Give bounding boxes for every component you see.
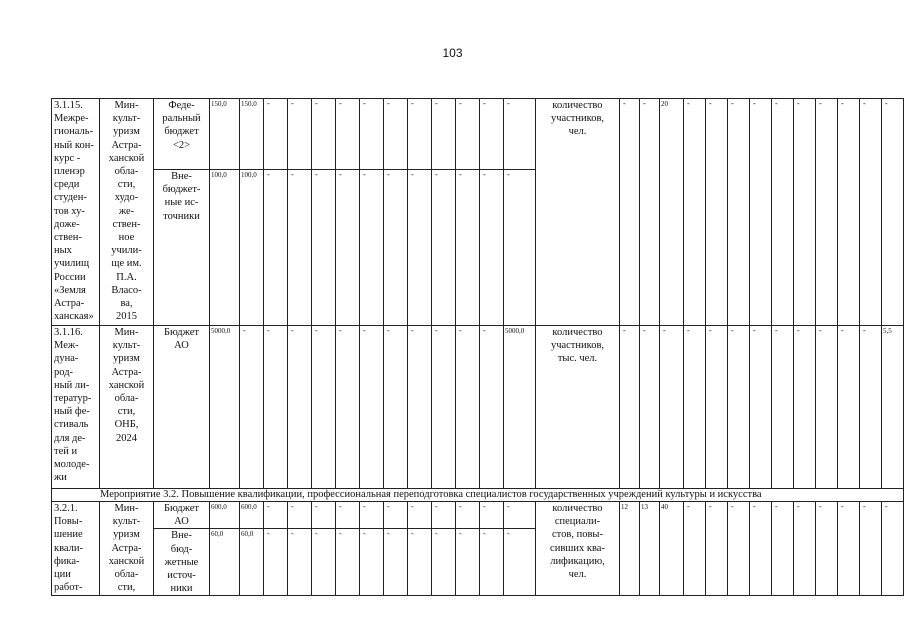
funding-value-cell: -	[264, 502, 288, 529]
funding-value-cell: 60,0	[210, 529, 240, 596]
indicator-value-cell: -	[706, 99, 728, 326]
activity-3-1-15-number-cell: 3.1.15. Межре- гиональ- ный кон- курс - пленэр среди студен- тов ху- доже- ствен- ных училищ России «Земля Астра- ханская»	[52, 99, 100, 326]
funding-value-cell: -	[360, 326, 384, 489]
funding-value-cell: -	[504, 99, 536, 170]
funding-value-cell: -	[504, 529, 536, 596]
funding-value-cell: -	[264, 170, 288, 326]
funding-value-cell: -	[408, 99, 432, 170]
indicator-value-cell: -	[728, 326, 750, 489]
activity-3-2-1-indicator-cell: количество специали- стов, повы- сивших ква- лификацию, чел.	[536, 502, 620, 596]
activity-3-1-15-indicator-cell: количество участников, чел.	[536, 99, 620, 326]
indicator-value-cell: -	[794, 99, 816, 326]
indicator-value-cell: -	[706, 502, 728, 596]
funding-value-cell: 5000,0	[504, 326, 536, 489]
funding-value-cell: -	[312, 502, 336, 529]
funding-value-cell: -	[408, 326, 432, 489]
funding-value-cell: 5000,0	[210, 326, 240, 489]
activity-3-1-16-number-cell: 3.1.16. Меж- дуна- род- ный ли- тератур- ный фе- стиваль для де- тей и молоде- жи	[52, 326, 100, 489]
indicator-value-cell: 5,5	[882, 326, 904, 489]
indicator-value-cell: -	[750, 326, 772, 489]
funding-value-cell: -	[408, 502, 432, 529]
indicator-value-cell: 40	[660, 502, 684, 596]
indicator-value-cell: -	[684, 99, 706, 326]
indicator-value-cell: -	[838, 502, 860, 596]
funding-value-cell: 600,0	[210, 502, 240, 529]
indicator-value-cell: -	[794, 326, 816, 489]
table-row	[52, 502, 904, 529]
funding-value-cell: -	[264, 529, 288, 596]
funding-value-cell: -	[456, 529, 480, 596]
indicator-value-cell: -	[838, 99, 860, 326]
funding-value-cell: -	[408, 170, 432, 326]
funding-value-cell: -	[384, 502, 408, 529]
funding-value-cell: -	[288, 99, 312, 170]
funding-value-cell: -	[360, 502, 384, 529]
table-row	[52, 99, 904, 170]
indicator-value-cell: -	[882, 502, 904, 596]
funding-source-cell: Бюджет АО	[154, 502, 210, 529]
funding-value-cell: -	[288, 529, 312, 596]
funding-value-cell: 600,0	[240, 502, 264, 529]
funding-source-cell: Вне- бюджет- ные ис- точники	[154, 170, 210, 326]
funding-value-cell: 150,0	[210, 99, 240, 170]
funding-value-cell: 60,0	[240, 529, 264, 596]
funding-value-cell: -	[432, 529, 456, 596]
indicator-value-cell: -	[816, 99, 838, 326]
funding-value-cell: -	[408, 529, 432, 596]
indicator-value-cell: -	[750, 99, 772, 326]
table-row	[52, 326, 904, 489]
funding-value-cell: 100,0	[240, 170, 264, 326]
indicator-value-cell: -	[620, 99, 640, 326]
indicator-value-cell: -	[640, 99, 660, 326]
funding-value-cell: 150,0	[240, 99, 264, 170]
funding-value-cell: 100,0	[210, 170, 240, 326]
funding-value-cell: -	[288, 326, 312, 489]
indicator-value-cell: -	[882, 99, 904, 326]
indicator-value-cell: -	[860, 502, 882, 596]
activity-3-1-16-executor-cell: Мин- культ- уризм Астра- ханской обла- сти, ОНБ, 2024	[100, 326, 154, 489]
funding-value-cell: -	[504, 170, 536, 326]
funding-value-cell: -	[312, 170, 336, 326]
activity-3-1-16-indicator-cell: количество участников, тыс. чел.	[536, 326, 620, 489]
indicator-value-cell: -	[816, 326, 838, 489]
funding-value-cell: -	[360, 170, 384, 326]
event-row	[52, 489, 904, 502]
indicator-value-cell: -	[794, 502, 816, 596]
funding-value-cell: -	[336, 170, 360, 326]
funding-value-cell: -	[432, 170, 456, 326]
event-3-2-cell: Мероприятие 3.2. Повышение квалификации, профессиональная переподготовка специалистов государственных учреждений культуры и искусства	[52, 489, 904, 502]
funding-value-cell: -	[312, 326, 336, 489]
funding-value-cell: -	[432, 502, 456, 529]
funding-value-cell: -	[360, 529, 384, 596]
funding-value-cell: -	[264, 99, 288, 170]
funding-value-cell: -	[240, 326, 264, 489]
program-table	[51, 98, 904, 596]
funding-value-cell: -	[264, 326, 288, 489]
indicator-value-cell: 20	[660, 99, 684, 326]
funding-value-cell: -	[384, 170, 408, 326]
indicator-value-cell: -	[772, 99, 794, 326]
funding-value-cell: -	[480, 529, 504, 596]
indicator-value-cell: -	[860, 326, 882, 489]
indicator-value-cell: -	[750, 502, 772, 596]
funding-source-cell: Бюджет АО	[154, 326, 210, 489]
page-number: 103	[442, 46, 463, 60]
funding-value-cell: -	[288, 502, 312, 529]
funding-source-cell: Вне- бюд- жетные источ- ники	[154, 529, 210, 596]
indicator-value-cell: 13	[640, 502, 660, 596]
funding-value-cell: -	[480, 502, 504, 529]
indicator-value-cell: -	[660, 326, 684, 489]
funding-value-cell: -	[432, 326, 456, 489]
indicator-value-cell: -	[728, 502, 750, 596]
indicator-value-cell: -	[728, 99, 750, 326]
indicator-value-cell: -	[816, 502, 838, 596]
indicator-value-cell: -	[640, 326, 660, 489]
funding-value-cell: -	[504, 502, 536, 529]
funding-value-cell: -	[432, 99, 456, 170]
funding-value-cell: -	[360, 99, 384, 170]
funding-value-cell: -	[312, 99, 336, 170]
indicator-value-cell: -	[860, 99, 882, 326]
indicator-value-cell: -	[684, 326, 706, 489]
funding-value-cell: -	[384, 99, 408, 170]
funding-value-cell: -	[480, 170, 504, 326]
funding-value-cell: -	[312, 529, 336, 596]
indicator-value-cell: -	[772, 502, 794, 596]
indicator-value-cell: -	[772, 326, 794, 489]
indicator-value-cell: 12	[620, 502, 640, 596]
indicator-value-cell: -	[620, 326, 640, 489]
funding-value-cell: -	[456, 99, 480, 170]
funding-value-cell: -	[336, 502, 360, 529]
funding-source-cell: Феде- ральный бюджет <2>	[154, 99, 210, 170]
indicator-value-cell: -	[706, 326, 728, 489]
funding-value-cell: -	[336, 99, 360, 170]
funding-value-cell: -	[336, 529, 360, 596]
funding-value-cell: -	[336, 326, 360, 489]
funding-value-cell: -	[384, 326, 408, 489]
activity-3-1-15-executor-cell: Мин- культ- уризм Астра- ханской обла- сти, худо- же- ствен- ное учили- ще им. П.А. Власо- ва, 2015	[100, 99, 154, 326]
funding-value-cell: -	[456, 326, 480, 489]
activity-3-2-1-number-cell: 3.2.1. Повы- шение квали- фика- ции работ-	[52, 502, 100, 596]
funding-value-cell: -	[456, 170, 480, 326]
activity-3-2-1-executor-cell: Мин- культ- уризм Астра- ханской обла- сти,	[100, 502, 154, 596]
funding-value-cell: -	[384, 529, 408, 596]
funding-value-cell: -	[456, 502, 480, 529]
indicator-value-cell: -	[838, 326, 860, 489]
funding-value-cell: -	[480, 99, 504, 170]
funding-value-cell: -	[288, 170, 312, 326]
indicator-value-cell: -	[684, 502, 706, 596]
funding-value-cell: -	[480, 326, 504, 489]
